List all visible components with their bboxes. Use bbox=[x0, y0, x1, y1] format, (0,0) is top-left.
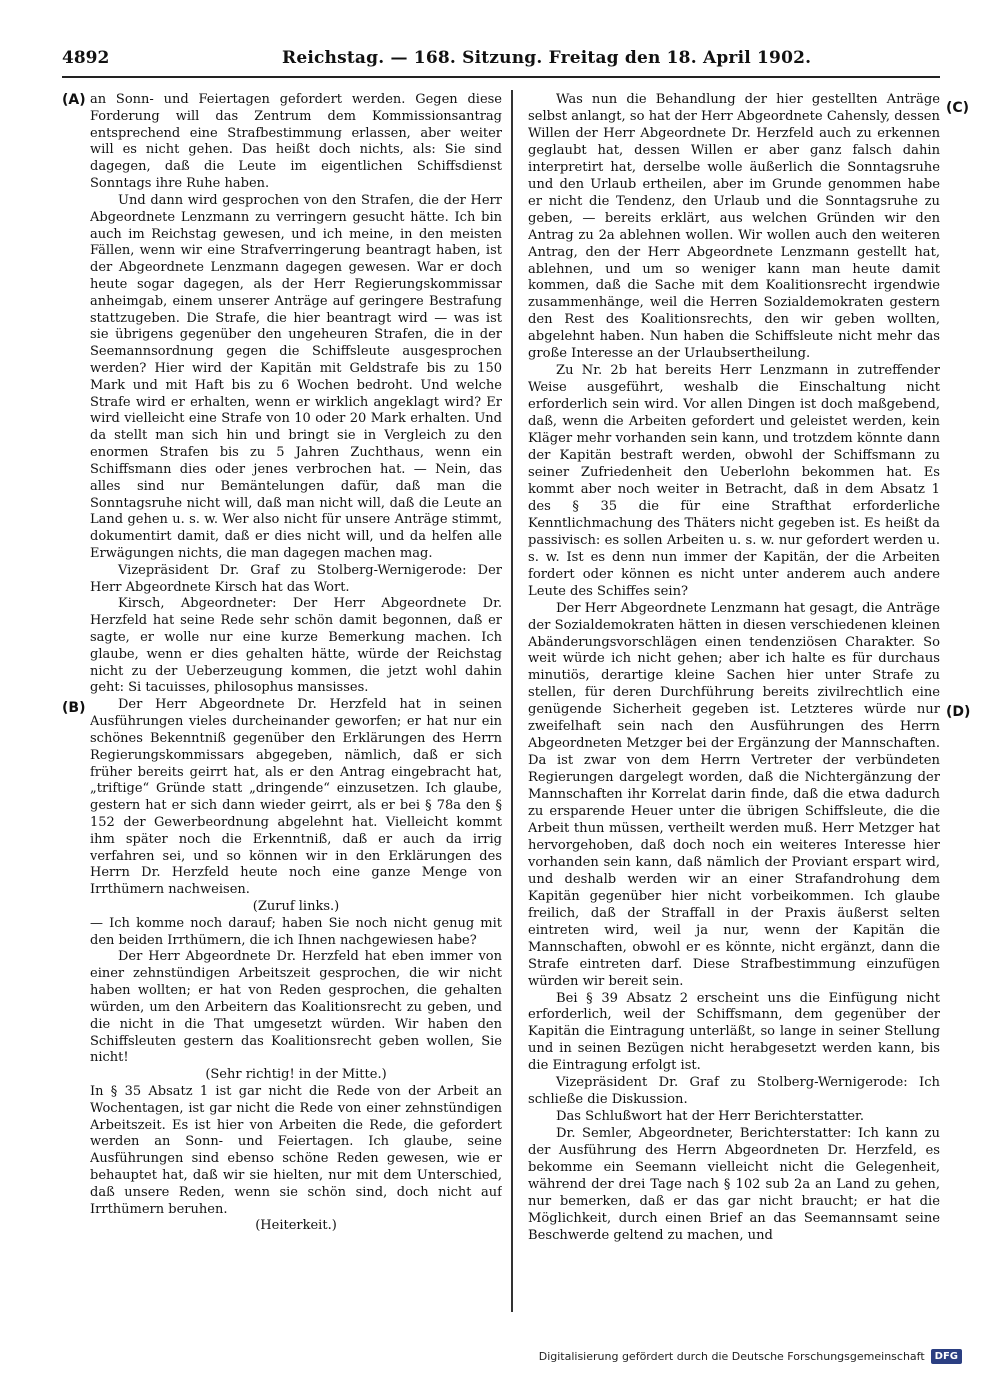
running-title: Reichstag. — 168. Sitzung. Freitag den 18. April 1902. bbox=[282, 48, 812, 68]
paragraph: Bei § 39 Absatz 2 erscheint uns die Einfügung nicht erforderlich, weil der Schiffsmann, dem gegenüber der Kapitän die Eintragung unterläßt, so lange in seiner Stellung und in seinen Bezügen nicht herabgesetzt werden kann, bis die Eintragung erfolgt ist. bbox=[528, 990, 940, 1074]
margin-mark-c: (C) bbox=[946, 100, 970, 116]
column-divider bbox=[511, 90, 513, 1312]
margin-mark-d: (D) bbox=[946, 704, 971, 720]
paragraph: an Sonn- und Feiertagen gefordert werden. Gegen diese Forderung will das Zentrum dem Kommissionsantrag entsprechend eine Strafbestimmung erlassen, aber weiter will es nicht gehen. Das heißt doch nichts, als: Sie sind dagegen, daß die Leute im eigentlichen Schiffsdienst Sonntags ihre Ruhe haben. bbox=[90, 92, 502, 192]
interjection: (Heiterkeit.) bbox=[255, 1218, 337, 1234]
paragraph: Was nun die Behandlung der hier gestellten Anträge selbst anlangt, so hat der Herr Abgeordnete Cahensly, dessen Willen der Herr Abgeordnete Dr. Herzfeld auch zu erkennen geglaubt hat, dessen Willen er aber ganz falsch dahin interpretirt hat, derselbe wolle äußerlich die Sonntagsruhe und den Urlaub ertheilen, aber im Grunde genommen habe er nicht die Tendenz, den Urlaub und die Sonntagsruhe zu geben, — bereits erklärt, aus welchen Gründen wir den Antrag zu 2a ablehnen wollen. Wir wollen auch den weiteren Antrag, den der Herr Abgeordnete Lenzmann gestellt hat, ablehnen, und um so weniger kann man heute damit kommen, daß die Sache mit dem Koalitionsrecht irgendwie zusammenhänge, weil die Herren Sozialdemokraten gestern den Rest des Koalitionsrechts, den wir geben wollten, abgelehnt haben. Nun haben die Schiffsleute nicht mehr das große Interesse an der Urlaubsertheilung. bbox=[528, 92, 940, 362]
paragraph: Der Herr Abgeordnete Dr. Herzfeld hat eben immer von einer zehnstündigen Arbeitszeit gesprochen, die wir nicht haben wollten; er hat von Reden gesprochen, die gehalten würden, um den Arbeitern das Koalitionsrecht zu geben, und die nicht in die That umgesetzt würden. Wir haben den Schiffsleuten gestern das Koalitionsrecht geben wollen, Sie nicht! bbox=[90, 949, 502, 1066]
interjection: (Zuruf links.) bbox=[252, 899, 340, 914]
paragraph: Der Herr Abgeordnete Dr. Herzfeld hat in seinen Ausführungen vieles durcheinander geworfen; er hat nur ein schönes Bekenntniß gegenüber den Erklärungen des Herrn Regierungskommissars abgegeben, nämlich, daß er sich früher bereits geirrt hat, als er den Antrag eingebracht hat, „triftige“ Gründe statt „dringende“ einzusetzen. Ich glaube, gestern hat er sich dann wieder geirrt, als er bei § 78a den § 152 der Gewerbeordnung abgelehnt hat. Vielleicht kommt ihm später noch die Erkenntniß, daß er auch da irrig verfahren sei, und so können wir in den Erklärungen des Herrn Dr. Herzfeld heute noch eine ganze Menge von Irrthümern nachweisen. bbox=[90, 697, 502, 898]
footer-text: Digitalisierung gefördert durch die Deutsche Forschungsgemeinschaft bbox=[538, 1349, 925, 1363]
paragraph: — Ich komme noch darauf; haben Sie noch nicht genug mit den beiden Irrthümern, die ich Ihnen nachgewiesen habe? bbox=[90, 915, 502, 948]
paragraph: Der Herr Abgeordnete Lenzmann hat gesagt, die Anträge der Sozialdemokraten hätten in diesen verschiedenen kleinen Abänderungsvorschlägen einen tendenziösen Charakter. So weit würde ich nicht gehen; aber ich halte es für durchaus minutiös, derartige kleine Sachen hier unter Strafe zu stellen, für deren Durchführung bereits zivilrechtlich eine genügende Sicherheit gegeben ist. Letzteres würde nur zweifelhaft sein nach den Ausführungen des Herrn Abgeordneten Metzger bei der Ergänzung der Mannschaften. Da ist zwar von dem Herrn Vertreter der verbündeten Regierungen dargelegt worden, daß die Nichtergänzung der Mannschaften ihr Korrelat darin finde, daß die etwa dadurch zu ersparende Heuer unter die übrigen Schiffsleute, die die Arbeit thun müssen, vertheilt werden muß. Herr Metzger hat hervorgehoben, daß doch noch ein weiteres Interesse hier vorhanden sein kann, daß nämlich der Proviant erspart wird, und deshalb werden wir an einer Strafandrohung dem Kapitän gegenüber hier nicht vorbeikommen. Ich glaube freilich, daß der Straffall in der Praxis äußerst selten eintreten wird, weil ja nur, wenn der Kapitän die Mannschaften, obwohl er es könnte, nicht ergänzt, dann die Strafe eintreten darf. Diese Strafbestimmung einzufügen würden wir bereit sein. bbox=[528, 600, 940, 989]
speaker-line: Vizepräsident Dr. Graf zu Stolberg-Wernigerode: Ich schließe die Diskussion. bbox=[528, 1075, 940, 1108]
interjection: (Sehr richtig! in der Mitte.) bbox=[205, 1067, 387, 1083]
speaker-line: Vizepräsident Dr. Graf zu Stolberg-Wernigerode: Der Herr Abgeordnete Kirsch hat das Wort. bbox=[90, 562, 502, 595]
paragraph: In § 35 Absatz 1 ist gar nicht die Rede von der Arbeit an Wochentagen, ist gar nicht die Rede von einer zehnstündigen Arbeitszeit. Es ist hier von Arbeiten die Rede, die gefordert werden an Sonn- und Feiertagen. Ich glaube, seine Ausführungen sind ebenso schöne Reden gewesen, wie er behauptet hat, daß wir sie hielten, nur mit dem Unterschied, daß unsere Reden, wenn sie schön sind, doch nicht auf Irrthümern beruhen. bbox=[90, 1083, 502, 1217]
margin-mark-b: (B) bbox=[62, 700, 86, 716]
speaker-paragraph: Kirsch, Abgeordneter: Der Herr Abgeordnete Dr. Herzfeld hat seine Rede sehr schön damit begonnen, daß er sagte, er wolle nur eine kurze Bemerkung machen. Ich glaube, wenn er dies gehalten hätte, würde der Reichstag nicht zu der Ueberzeugung kommen, die jetzt wohl dahin geht: Si tacuisses, philosophus mansisses. bbox=[90, 596, 502, 696]
paragraph: Das Schlußwort hat der Herr Berichterstatter. bbox=[556, 1109, 865, 1125]
page-number: 4892 bbox=[62, 48, 110, 68]
footer bbox=[539, 1346, 962, 1366]
left-column bbox=[90, 92, 502, 1252]
paragraph: Zu Nr. 2b hat bereits Herr Lenzmann in zutreffender Weise ausgeführt, weshalb die Einschaltung nicht erforderlich sein wird. Vor allen Dingen ist doch maßgebend, daß, wenn die Arbeiten gefordert und geleistet werden, kein Kläger mehr vorhanden sein kann, und trotzdem könnte dann der Kapitän bestraft werden, obwohl der Schiffsmann zu seiner Zufriedenheit den Ueberlohn bekommen hat. Es kommt aber noch weiter in Betracht, daß in dem Absatz 1 des § 35 die für eine Strafthat erforderliche Kenntlichmachung des Thäters nicht gegeben ist. Es heißt da passivisch: es sollen Arbeiten u. s. w. nur gefordert werden u. s. w. Ist es denn nun immer der Kapitän, der die Arbeiten fordert oder können es nicht unter anderem auch andere Leute des Schiffes sein? bbox=[528, 363, 940, 599]
paragraph: Und dann wird gesprochen von den Strafen, die der Herr Abgeordnete Lenzmann zu verringern gesucht hätte. Ich bin auch im Reichstag gewesen, und ich meine, in den meisten Fällen, wenn wir eine Strafverringerung beantragt haben, ist der Abgeordnete Lenzmann dagegen gewesen. War er doch heute sogar dagegen, als der Herr Regierungskommissar anheimgab, einem unserer Anträge auf geringere Bestrafung stattzugeben. Die Strafe, die hier beantragt wird — was ist sie übrigens gegenüber den ungeheuren Strafen, die in der Seemannsordnung gegen die Schiffsleute ausgesprochen werden? Hier wird der Kapitän mit Geldstrafe bis zu 150 Mark und mit Haft bis zu 6 Wochen bedroht. Und welche Strafe wird er erhalten, wenn er wirklich angeklagt wird? Er wird vielleicht eine Strafe von 10 oder 20 Mark erhalten. Und da stellt man sich hin und bringt sie in Vergleich zu den enormen Strafen bis zu 5 Jahren Zuchthaus, wenn ein Schiffsmann dies oder jenes verbrochen hat. — Nein, das alles sind nur Bemäntelungen dafür, daß man die Sonntagsruhe nicht will, daß man nicht will, daß die Leute an Land gehen u. s. w. Wer also nicht für unsere Anträge stimmt, dokumentirt damit, daß er dies nicht will, und da helfen alle Erwägungen nichts, die man dagegen machen mag. bbox=[90, 192, 502, 561]
margin-mark-a: (A) bbox=[62, 92, 86, 108]
dfg-logo: DFG bbox=[931, 1349, 962, 1364]
speaker-paragraph: Dr. Semler, Abgeordneter, Berichterstatter: Ich kann zu der Ausführung des Herrn Abgeordneten Dr. Herzfeld, es bekomme ein Seemann vielleicht nicht die Gelegenheit, während der drei Tage nach § 102 sub 2a an Land zu gehen, nur bemerken, daß er das gar nicht braucht; er hat die Möglichkeit, durch einen Brief an das Seemannsamt seine Beschwerde geltend zu machen, und bbox=[528, 1126, 940, 1243]
page-header bbox=[62, 46, 940, 78]
right-column bbox=[528, 92, 940, 1252]
